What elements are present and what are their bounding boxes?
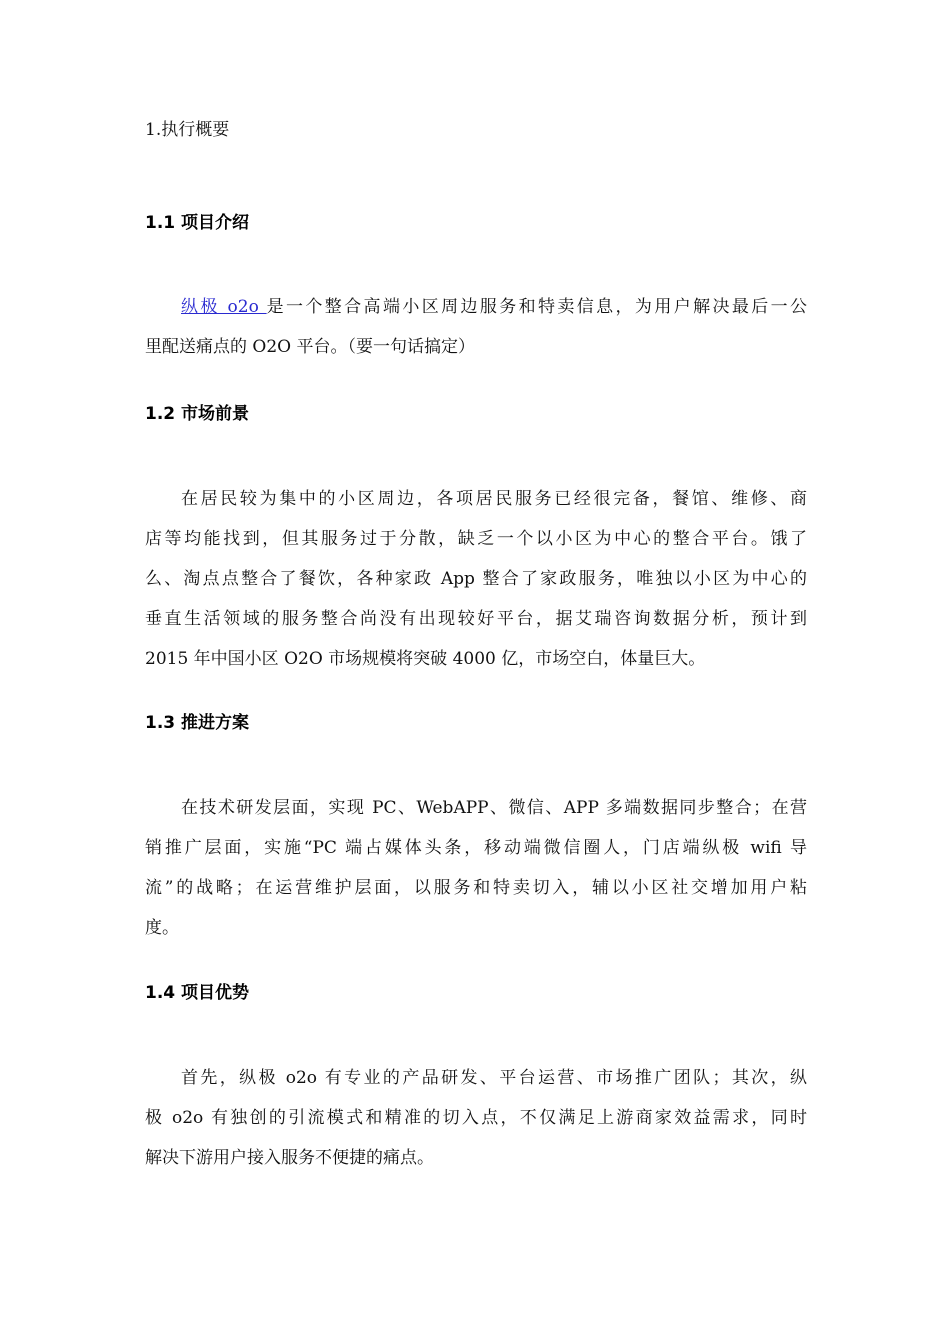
paragraph-line: 店等均能找到，但其服务过于分散，缺乏一个以小区为中心的整合平台。饿了 bbox=[145, 529, 807, 549]
paragraph-line: 2015 年中国小区 O2O 市场规模将突破 4000 亿，市场空白，体量巨大。 bbox=[145, 649, 706, 669]
section-body-1-4 bbox=[145, 1058, 807, 1178]
section-body-1-1 bbox=[145, 287, 807, 367]
product-link[interactable]: 纵极 o2o bbox=[181, 297, 267, 317]
section-body-1-3 bbox=[145, 788, 807, 948]
document-title: 1.执行概要 bbox=[145, 120, 230, 140]
paragraph-line: 流”的战略；在运营维护层面，以服务和特卖切入，辅以小区社交增加用户粘 bbox=[145, 878, 807, 898]
line-text: 是一个整合高端小区周边服务和特卖信息，为用户解决最后一公 bbox=[266, 297, 808, 317]
section-heading-1-3: 1.3 推进方案 bbox=[145, 713, 250, 733]
paragraph-line: 垂直生活领域的服务整合尚没有出现较好平台，据艾瑞咨询数据分析，预计到 bbox=[145, 609, 807, 629]
paragraph-line: 里配送痛点的 O2O 平台。（要一句话搞定） bbox=[145, 337, 475, 357]
paragraph-line: 解决下游用户接入服务不便捷的痛点。 bbox=[145, 1148, 434, 1168]
section-heading-1-4: 1.4 项目优势 bbox=[145, 983, 250, 1003]
paragraph-line: 在居民较为集中的小区周边，各项居民服务已经很完备，餐馆、维修、商 bbox=[181, 489, 807, 509]
paragraph-line: 极 o2o 有独创的引流模式和精准的切入点，不仅满足上游商家效益需求，同时 bbox=[145, 1108, 807, 1128]
section-heading-1-1: 1.1 项目介绍 bbox=[145, 213, 250, 233]
paragraph-line: 销推广层面，实施“PC 端占媒体头条，移动端微信圈人，门店端纵极 wifi 导 bbox=[145, 838, 807, 858]
paragraph-line: 首先，纵极 o2o 有专业的产品研发、平台运营、市场推广团队；其次，纵 bbox=[181, 1068, 807, 1088]
paragraph-line: 度。 bbox=[145, 918, 179, 938]
paragraph-line: 在技术研发层面，实现 PC、WebAPP、微信、APP 多端数据同步整合；在营 bbox=[181, 798, 807, 818]
paragraph-line bbox=[145, 287, 807, 327]
paragraph-line: 么、淘点点整合了餐饮，各种家政 App 整合了家政服务，唯独以小区为中心的 bbox=[145, 569, 807, 589]
section-heading-1-2: 1.2 市场前景 bbox=[145, 404, 250, 424]
section-body-1-2 bbox=[145, 479, 807, 679]
